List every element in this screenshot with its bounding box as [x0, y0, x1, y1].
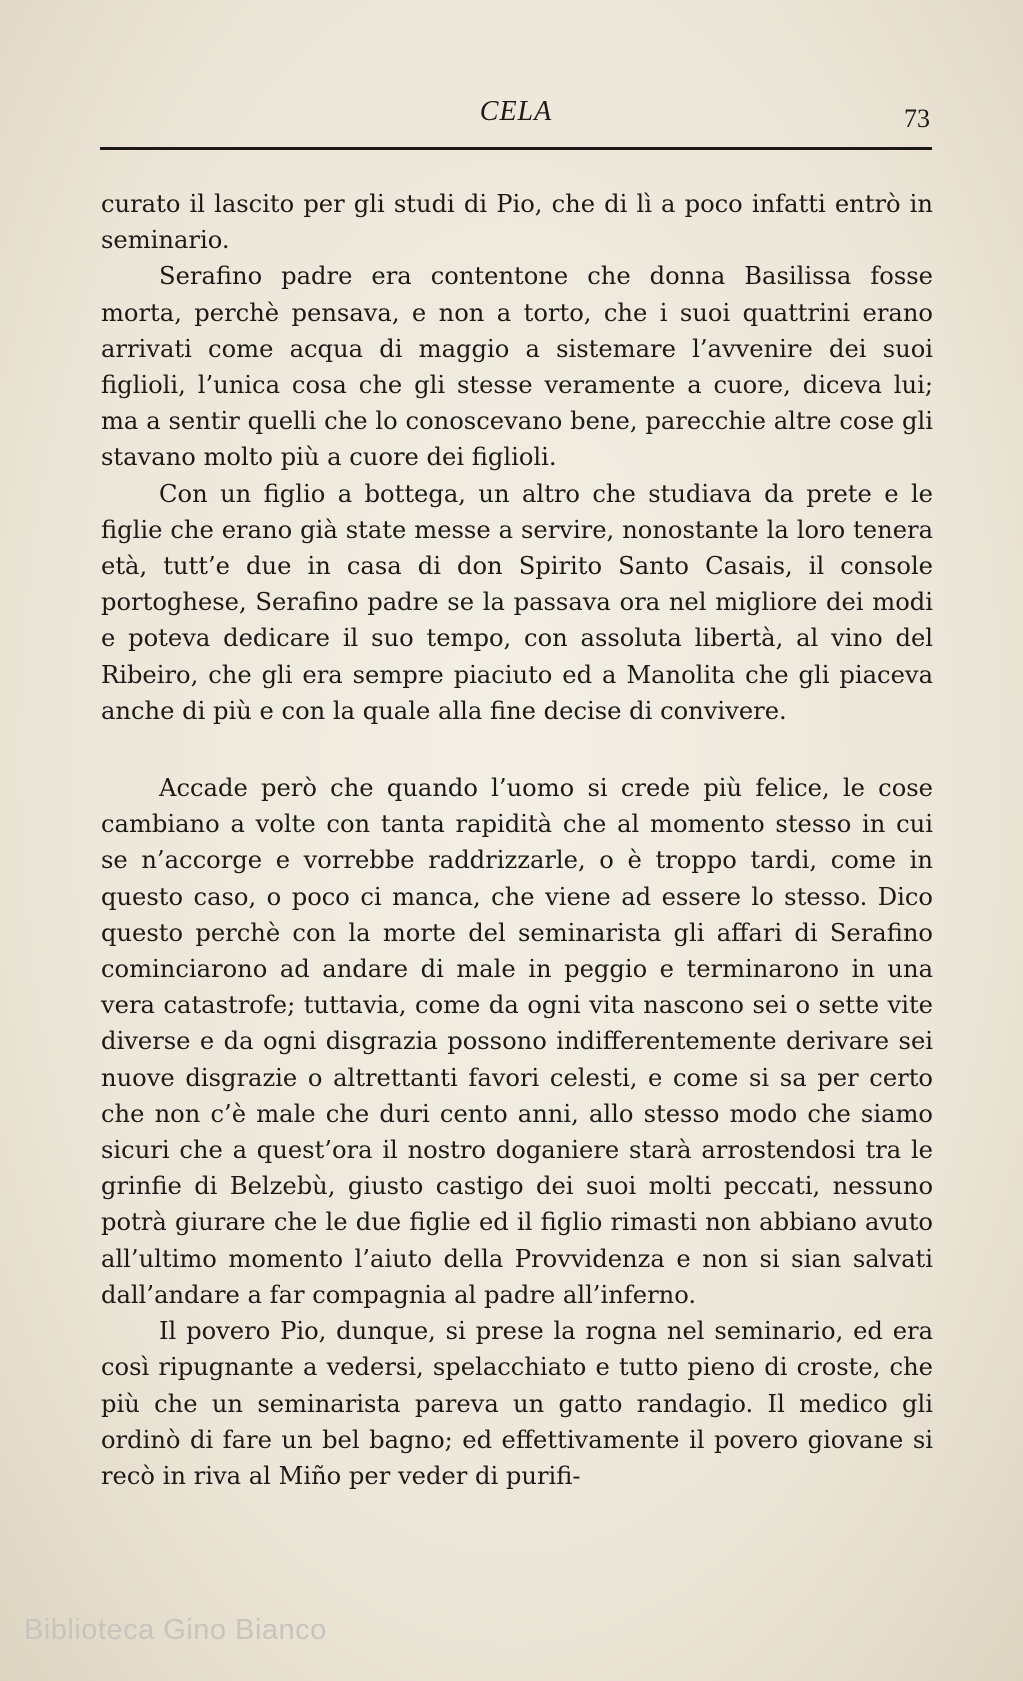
paragraph: Serafino padre era contentone che donna Basilissa fosse morta, perchè pensava, e non a torto, che i suoi quattrini erano arrivati come acqua di maggio a sistemare l’avvenire dei suoi figlioli, l’unica cosa che gli stesse veramente a cuore, diceva lui; ma a sentir quelli che lo conoscevano bene, parecchie altre cose gli stavano molto più a cuore dei figlioli.	[101, 262, 933, 472]
header-rule	[100, 147, 932, 150]
paragraph: Il povero Pio, dunque, si prese la rogna nel seminario, ed era così ripugnante a vedersi, spelacchiato e tutto pieno di croste, che più che un seminarista pareva un gatto randagio. Il medico gli ordinò di fare un bel bagno; ed effettivamente il povero giovane si recò in riva al Miño per veder di purifi-	[101, 1317, 933, 1490]
page-number: 73	[904, 104, 930, 133]
paragraph: Accade però che quando l’uomo si crede più felice, le cose cambiano a volte con tanta rapidità che al momento stesso in cui se n’accorge e vorrebbe raddrizzarle, o è troppo tardi, come in questo caso, o poco ci manca, che viene ad essere lo stesso. Dico questo perchè con la morte del seminarista gli affari di Serafino cominciarono ad andare di male in peggio e terminarono in una vera catastrofe; tuttavia, come da ogni vita nascono sei o sette vite diverse e da ogni disgrazia possono indifferentemente derivare sei nuove disgrazie o altrettanti favori celesti, e come si sa per certo che non c’è male che duri cento anni, allo stesso modo che siamo sicuri che a quest’ora il nostro doganiere starà arrostendosi tra le grinfie di Belzebù, giusto castigo dei suoi molti peccati, nessuno potrà giurare che le due figlie ed il figlio rimasti non abbiano avuto all’ultimo momento l’aiuto della Provvidenza e non si sian salvati dall’andare a far compagnia al padre all’inferno.	[101, 774, 933, 1309]
body-text	[101, 186, 933, 1494]
page-header	[100, 96, 932, 156]
paragraph-continuation: curato il lascito per gli studi di Pio, che di lì a poco infatti entrò in seminario.	[101, 190, 933, 255]
paragraph: Con un figlio a bottega, un altro che studiava da prete e le figlie che erano già state messe a servire, nonostante la loro tenera età, tutt’e due in casa di don Spirito Santo Casais, il console portoghese, Serafino padre se la passava ora nel migliore dei modi e poteva dedicare il suo tempo, con assoluta libertà, al vino del Ribeiro, che gli era sempre piaciuto ed a Manolita che gli piaceva anche di più e con la quale alla fine decise di convivere.	[101, 479, 933, 725]
running-head: CELA	[479, 96, 553, 127]
library-watermark: Biblioteca Gino Bianco	[24, 1614, 327, 1646]
